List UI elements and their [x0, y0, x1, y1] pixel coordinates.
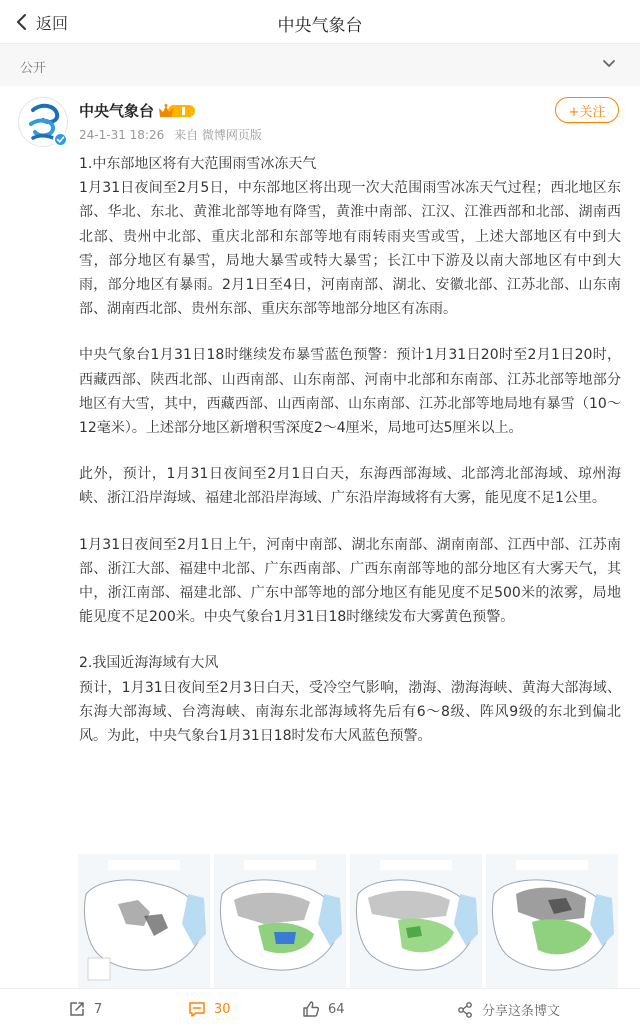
comment-count: 30	[214, 1001, 231, 1017]
post-timestamp: 24-1-31 18:26	[79, 128, 165, 142]
post-paragraph: 1月31日夜间至2月5日，中东部地区将出现一次大范围雨雪冰冻天气过程；西北地区东部、华北、东北、黄淮北部等地有降雪，黄淮中南部、江汉、江淮西部和北部、湖南西北部、贵州中北部、重庆北部和东部等地有雨转雨夹雪或雪，上述大部地区有中到大雪，部分地区有暴雪，局地大暴雪或特大暴雪；长江中下游及以南大部地区有中到大雨，部分地区有暴雨。2月1日至4日，河南南部、湖北、安徽北部、江苏北部、山东南部、湖南西北部、贵州东部、重庆东部等地部分地区有冻雨。	[79, 180, 621, 318]
forecast-map-thumbnail[interactable]	[350, 854, 482, 988]
forecast-map-thumbnail[interactable]	[486, 854, 618, 988]
share-label: 分享这条博文	[482, 1004, 561, 1019]
comment-button[interactable]	[188, 1000, 231, 1018]
forecast-map-thumbnail[interactable]	[214, 854, 346, 988]
post-source: 来自 微博网页版	[174, 128, 262, 142]
thumbs-up-icon	[302, 1000, 320, 1018]
like-count: 64	[328, 1001, 345, 1017]
share-icon	[456, 1001, 474, 1019]
check-icon	[56, 135, 65, 144]
verified-badge	[53, 132, 68, 147]
visibility-row[interactable]	[0, 44, 640, 86]
post-paragraph: 此外，预计，1月31日夜间至2月1日白天，东海西部海域、北部湾北部海域、琼州海峡、浙江沿岸海域、福建北部沿岸海域、广东沿岸海域将有大雾，能见度不足1公里。	[79, 466, 621, 507]
comment-icon	[188, 1000, 206, 1018]
post-paragraph: 2.我国近海海域有大风	[79, 655, 219, 672]
image-grid	[78, 854, 620, 988]
top-bar	[0, 0, 640, 44]
visibility-label: 公开	[20, 61, 47, 76]
post-paragraph: 1.中东部地区将有大范围雨雪冰冻天气	[79, 156, 317, 172]
chevron-down-icon	[602, 59, 616, 69]
like-button[interactable]	[302, 1000, 345, 1018]
repost-icon	[68, 1000, 86, 1018]
post-paragraph: 1月31日夜间至2月1日上午，河南中南部、湖北东南部、湖南南部、江西中部、江苏南部、浙江大部、福建中北部、广东西南部、广西东南部等地的部分地区有大雾天气，其中，浙江南部、福建北部、广东中部等地的部分地区有能见度不足500米的浓雾，局地能见度不足200米。中央气象台1月31日18时继续发布大雾黄色预警。	[79, 536, 621, 626]
share-button[interactable]	[456, 1000, 560, 1019]
post-meta	[79, 126, 268, 143]
repost-count: 7	[94, 1001, 103, 1017]
forecast-map-thumbnail[interactable]	[78, 854, 210, 988]
vip-crown-icon[interactable]	[158, 103, 196, 119]
post-content	[79, 152, 621, 748]
repost-button[interactable]	[68, 1000, 102, 1018]
page-title: 中央气象台	[277, 16, 363, 36]
action-bar	[0, 988, 640, 1033]
author-name[interactable]: 中央气象台	[79, 102, 155, 120]
post-paragraph: 中央气象台1月31日18时继续发布暴雪蓝色预警：预计1月31日20时至2月1日20时，西藏西部、陕西北部、山西南部、山东南部、河南中北部和东南部、江苏北部等地部分地区有大雪，其中，西藏西部、山西南部、山东南部、江苏北部等地局地有暴雪（10～12毫米）。上述部分地区新增积雪深度2～4厘米，局地可达5厘米以上。	[79, 347, 621, 437]
post-paragraph: 预计，1月31日夜间至2月3日白天，受冷空气影响，渤海、渤海海峡、黄海大部海域、东海大部海域、台湾海峡、南海东北部海域将先后有6～8级、阵风9级的东北到偏北风。为此，中央气象台1月31日18时发布大风蓝色预警。	[79, 679, 621, 745]
follow-button[interactable]: +关注	[555, 97, 619, 123]
back-label: 返回	[36, 13, 69, 33]
